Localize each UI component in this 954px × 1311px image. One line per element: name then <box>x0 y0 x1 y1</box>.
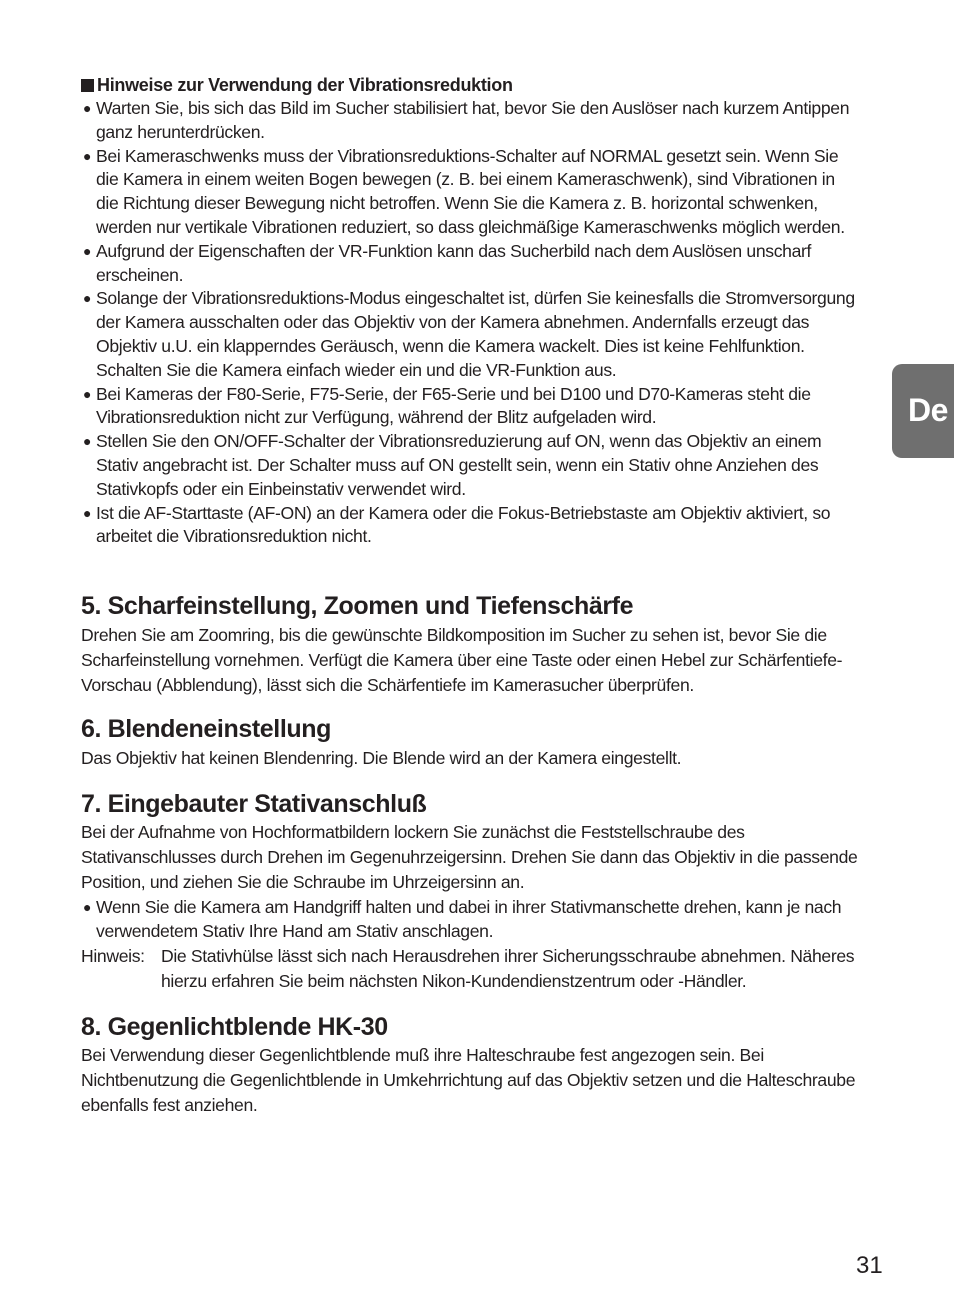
section-5-title: 5. Scharfeinstellung, Zoomen und Tiefenschärfe <box>81 592 634 620</box>
vr-notes-list <box>81 97 861 549</box>
hint-text: Die Stativhülse lässt sich nach Herausdrehen ihrer Sicherungsschraube abnehmen. Näheres hierzu erfahren Sie beim nächsten Nikon-Kundendienstzentrum oder -Händler. <box>161 946 855 991</box>
section-7-title: 7. Eingebauter Stativanschluß <box>81 790 427 818</box>
section-8-title: 8. Gegenlichtblende HK-30 <box>81 1013 388 1041</box>
bullet-icon: ● <box>83 433 92 450</box>
bullet-icon: ● <box>83 290 92 307</box>
list-item: ● Bei Kameraschwenks muss der Vibrationsreduktions-Schalter auf NORMAL gesetzt sein. Wenn Sie die Kamera in einem weiten Bogen bewegen (z. B. bei einem Kameraschwenk), sind Vibrationen in die Richtung dieser Bewegung nicht betroffen. Wenn Sie die Kamera z. B. horizontal schwenken, werden nur vertikale Vibrationen reduziert, so dass gleichmäßige Kameraschwenks möglich werden. <box>83 145 845 237</box>
list-item: ● Warten Sie, bis sich das Bild im Sucher stabilisiert hat, bevor Sie den Auslöser nach kurzem Antippen ganz herunterdrücken. <box>83 98 850 142</box>
list-item: ● Solange der Vibrationsreduktions-Modus eingeschaltet ist, dürfen Sie keinesfalls die Stromversorgung der Kamera ausschalten oder das Objektiv von der Kamera abnehmen. Andernfalls erzeugt das Objektiv u.U. ein klapperndes Geräusch, wenn die Kamera wackelt. Dies ist keine Fehlfunktion. Schalten Sie die Kamera einfach wieder ein und die VR-Funktion aus. <box>83 288 855 380</box>
bullet-icon: ● <box>83 899 92 915</box>
list-item: ● Aufgrund der Eigenschaften der VR-Funktion kann das Sucherbild nach dem Auslösen unscharf erscheinen. <box>83 240 812 285</box>
list-item: ● Stellen Sie den ON/OFF-Schalter der Vibrationsreduzierung auf ON, wenn das Objektiv an einem Stativ angebracht ist. Der Schalter muss auf ON gestellt sein, wenn ein Stativ ohne Anziehen des Stativkopfs oder ein Einbeinstativ verwendet wird. <box>83 431 822 499</box>
section-7-text: Bei der Aufnahme von Hochformatbildern lockern Sie zunächst die Feststellschraube des Stativanschlusses durch Drehen im Gegenuhrzeigersinn. Drehen Sie dann das Objektiv in die passende Position, und ziehen Sie die Schraube im Uhrzeigersinn an. <box>81 822 858 892</box>
language-tab-label: De <box>908 392 948 428</box>
section-6-title: 6. Blendeneinstellung <box>81 715 331 743</box>
page-number: 31 <box>856 1252 883 1279</box>
vr-notes-heading-text: Hinweise zur Verwendung der Vibrationsreduktion <box>97 75 513 95</box>
bullet-icon: ● <box>83 147 92 164</box>
square-bullet-icon <box>81 79 94 92</box>
section-7-hint <box>81 944 881 994</box>
section-7-bullet: ● Wenn Sie die Kamera am Handgriff halten und dabei in ihrer Stativmanschette drehen, kann je nach verwendetem Stativ Ihre Hand am Stativ anschlagen. <box>83 897 842 941</box>
section-8-text: Bei Verwendung dieser Gegenlichtblende muß ihre Halteschraube fest angezogen sein. Bei Nichtbenutzung die Gegenlichtblende in Umkehrrichtung auf das Objektiv setzen und die Halteschraube ebenfalls fest anziehen. <box>81 1045 856 1115</box>
section-6-text: Das Objektiv hat keinen Blendenring. Die Blende wird an der Kamera eingestellt. <box>81 748 682 768</box>
list-item: ● Bei Kameras der F80-Serie, F75-Serie, der F65-Serie und bei D100 und D70-Kameras steht die Vibrationsreduktion nicht zur Verfügung, während der Blitz aufgeladen wird. <box>83 383 811 428</box>
hint-label: Hinweis: <box>81 946 145 966</box>
language-tab <box>892 364 954 458</box>
section-5-text: Drehen Sie am Zoomring, bis die gewünschte Bildkomposition im Sucher zu sehen ist, bevor Sie die Scharfeinstellung vornehmen. Verfügt die Kamera über eine Taste oder einen Hebel zur Schärfentiefe-Vorschau (Abblendung), lässt sich die Schärfentiefe im Kamerasucher überprüfen. <box>81 625 843 695</box>
bullet-icon: ● <box>83 100 92 116</box>
bullet-icon: ● <box>83 504 92 521</box>
list-item: ● Ist die AF-Starttaste (AF-ON) an der Kamera oder die Fokus-Betriebstaste am Objektiv aktiviert, so arbeitet die Vibrationsreduktion nicht. <box>83 502 831 547</box>
bullet-icon: ● <box>83 385 92 402</box>
vr-notes-heading <box>81 74 513 96</box>
bullet-icon: ● <box>83 242 92 259</box>
